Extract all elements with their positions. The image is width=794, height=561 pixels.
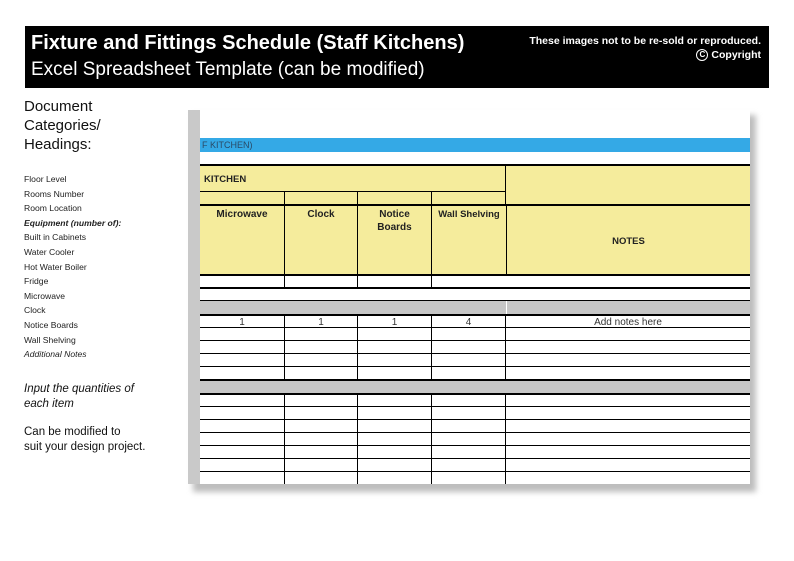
table-cell[interactable] <box>506 367 750 379</box>
table-cell[interactable] <box>285 276 358 287</box>
table-cell[interactable] <box>285 328 358 340</box>
categories-heading <box>24 97 184 154</box>
copyright-icon: C <box>696 49 708 61</box>
table-cell[interactable] <box>285 446 358 458</box>
cell-microwave[interactable]: 1 <box>200 316 285 327</box>
table-cell[interactable] <box>200 367 285 379</box>
table-cell[interactable] <box>358 420 432 432</box>
table-row <box>200 340 750 353</box>
table-cell[interactable] <box>432 420 506 432</box>
column-header-notice-boards <box>358 204 432 274</box>
table-cell[interactable] <box>200 328 285 340</box>
table-row <box>200 353 750 366</box>
group-header-kitchen: KITCHEN <box>200 164 506 191</box>
instruction-line: each item <box>24 397 74 410</box>
table-cell[interactable] <box>358 367 432 379</box>
table-cell[interactable] <box>358 407 432 419</box>
table-cell[interactable] <box>200 407 285 419</box>
table-row <box>200 406 750 419</box>
page-subtitle: Excel Spreadsheet Template (can be modified) <box>31 59 425 80</box>
column-header-wall-shelving: Wall Shelving <box>432 204 506 274</box>
table-cell[interactable] <box>432 341 506 353</box>
table-cell[interactable] <box>285 367 358 379</box>
notice-text: These images not to be re-sold or reproduced. <box>529 35 761 47</box>
table-cell[interactable] <box>285 433 358 445</box>
table-row <box>200 393 750 406</box>
cell-notice-boards[interactable]: 1 <box>358 316 432 327</box>
table-cell[interactable] <box>200 446 285 458</box>
notes-header-top <box>506 164 750 204</box>
page-title: Fixture and Fittings Schedule (Staff Kitchens) <box>31 32 465 54</box>
section-row <box>200 300 750 314</box>
table-cell[interactable] <box>506 472 750 484</box>
table-row <box>200 287 750 300</box>
table-cell[interactable] <box>432 459 506 471</box>
table-cell[interactable] <box>432 472 506 484</box>
table-cell[interactable] <box>432 276 750 287</box>
table-row <box>200 471 750 484</box>
table-cell[interactable] <box>506 395 750 406</box>
table-cell[interactable] <box>285 395 358 406</box>
category-item: Wall Shelving <box>24 334 76 345</box>
column-header-microwave: Microwave <box>200 204 285 274</box>
table-cell[interactable] <box>358 341 432 353</box>
table-cell[interactable] <box>285 420 358 432</box>
table-cell[interactable] <box>506 420 750 432</box>
heading-line: Headings: <box>24 136 92 153</box>
table-cell[interactable] <box>200 433 285 445</box>
table-cell[interactable] <box>432 354 506 366</box>
subheader-cell <box>200 191 285 204</box>
table-cell[interactable] <box>358 395 432 406</box>
heading-line: Categories/ <box>24 117 101 134</box>
category-item: Built in Cabinets <box>24 232 87 243</box>
category-item: Floor Level <box>24 174 67 184</box>
table-cell[interactable] <box>200 395 285 406</box>
table-cell[interactable] <box>432 367 506 379</box>
table-cell[interactable] <box>200 472 285 484</box>
instruction-line: Input the quantities of <box>24 382 134 395</box>
table-cell[interactable] <box>200 341 285 353</box>
table-row <box>200 314 750 327</box>
table-cell[interactable] <box>432 433 506 445</box>
column-header-notes: NOTES <box>506 204 750 274</box>
table-cell[interactable] <box>506 328 750 340</box>
category-item: Notice Boards <box>24 319 78 330</box>
column-header-line: Notice <box>379 209 410 220</box>
table-cell[interactable] <box>358 276 432 287</box>
table-row <box>200 366 750 379</box>
category-item: Water Cooler <box>24 246 75 257</box>
table-cell[interactable] <box>358 446 432 458</box>
table-cell[interactable] <box>506 433 750 445</box>
category-list <box>24 172 184 362</box>
spreadsheet-preview <box>188 110 750 484</box>
table-cell[interactable] <box>285 354 358 366</box>
category-item: Room Location <box>24 203 82 214</box>
table-cell[interactable] <box>432 328 506 340</box>
table-row <box>200 327 750 340</box>
modify-text <box>24 425 184 455</box>
table-cell[interactable] <box>506 341 750 353</box>
table-row <box>200 458 750 471</box>
modify-line: suit your design project. <box>24 440 146 453</box>
table-cell[interactable] <box>200 459 285 471</box>
category-item: Clock <box>24 305 46 316</box>
table-cell[interactable] <box>285 407 358 419</box>
header-banner <box>25 26 769 88</box>
categories-sidebar <box>24 97 184 455</box>
copyright-notice <box>529 35 761 62</box>
modify-line: Can be modified to <box>24 425 121 438</box>
subheader-cell <box>285 191 358 204</box>
category-item: Fridge <box>24 276 49 287</box>
instruction-text <box>24 382 184 412</box>
copyright-label: Copyright <box>711 48 761 61</box>
table-row <box>200 432 750 445</box>
table-cell[interactable] <box>285 459 358 471</box>
copyright-line <box>696 49 761 62</box>
table-row <box>200 274 750 287</box>
table-cell[interactable] <box>506 446 750 458</box>
table-cell[interactable] <box>358 328 432 340</box>
section-row <box>200 379 750 393</box>
table-cell[interactable] <box>432 395 506 406</box>
table-cell[interactable] <box>358 354 432 366</box>
table-cell[interactable] <box>200 276 285 287</box>
category-item: Additional Notes <box>24 349 87 360</box>
cell-notes[interactable]: Add notes here <box>594 317 662 328</box>
table-cell[interactable] <box>358 472 432 484</box>
table-cell[interactable] <box>358 459 432 471</box>
table-cell <box>506 301 750 314</box>
table-cell[interactable] <box>432 407 506 419</box>
table-cell[interactable] <box>432 446 506 458</box>
table-cell[interactable] <box>285 341 358 353</box>
table-cell[interactable] <box>506 354 750 366</box>
category-item: Microwave <box>24 290 66 301</box>
category-item: Rooms Number <box>24 188 85 199</box>
heading-line: Document <box>24 98 93 115</box>
table-cell[interactable] <box>358 433 432 445</box>
cell-wall-shelving[interactable]: 4 <box>432 316 506 327</box>
subheader-cell <box>432 191 506 204</box>
category-item: Hot Water Boiler <box>24 261 87 272</box>
cell-clock[interactable]: 1 <box>285 316 358 327</box>
table-cell[interactable] <box>506 459 750 471</box>
sheet-title-bar: F KITCHEN) <box>200 138 750 152</box>
column-header-line: Boards <box>377 222 412 233</box>
category-item: Equipment (number of): <box>24 217 122 228</box>
table-cell[interactable] <box>200 354 285 366</box>
table-row <box>200 419 750 432</box>
table-cell[interactable] <box>285 472 358 484</box>
column-header-clock: Clock <box>285 204 358 274</box>
table-cell[interactable] <box>200 420 285 432</box>
table-row <box>200 445 750 458</box>
table-cell[interactable] <box>506 407 750 419</box>
subheader-cell <box>358 191 432 204</box>
